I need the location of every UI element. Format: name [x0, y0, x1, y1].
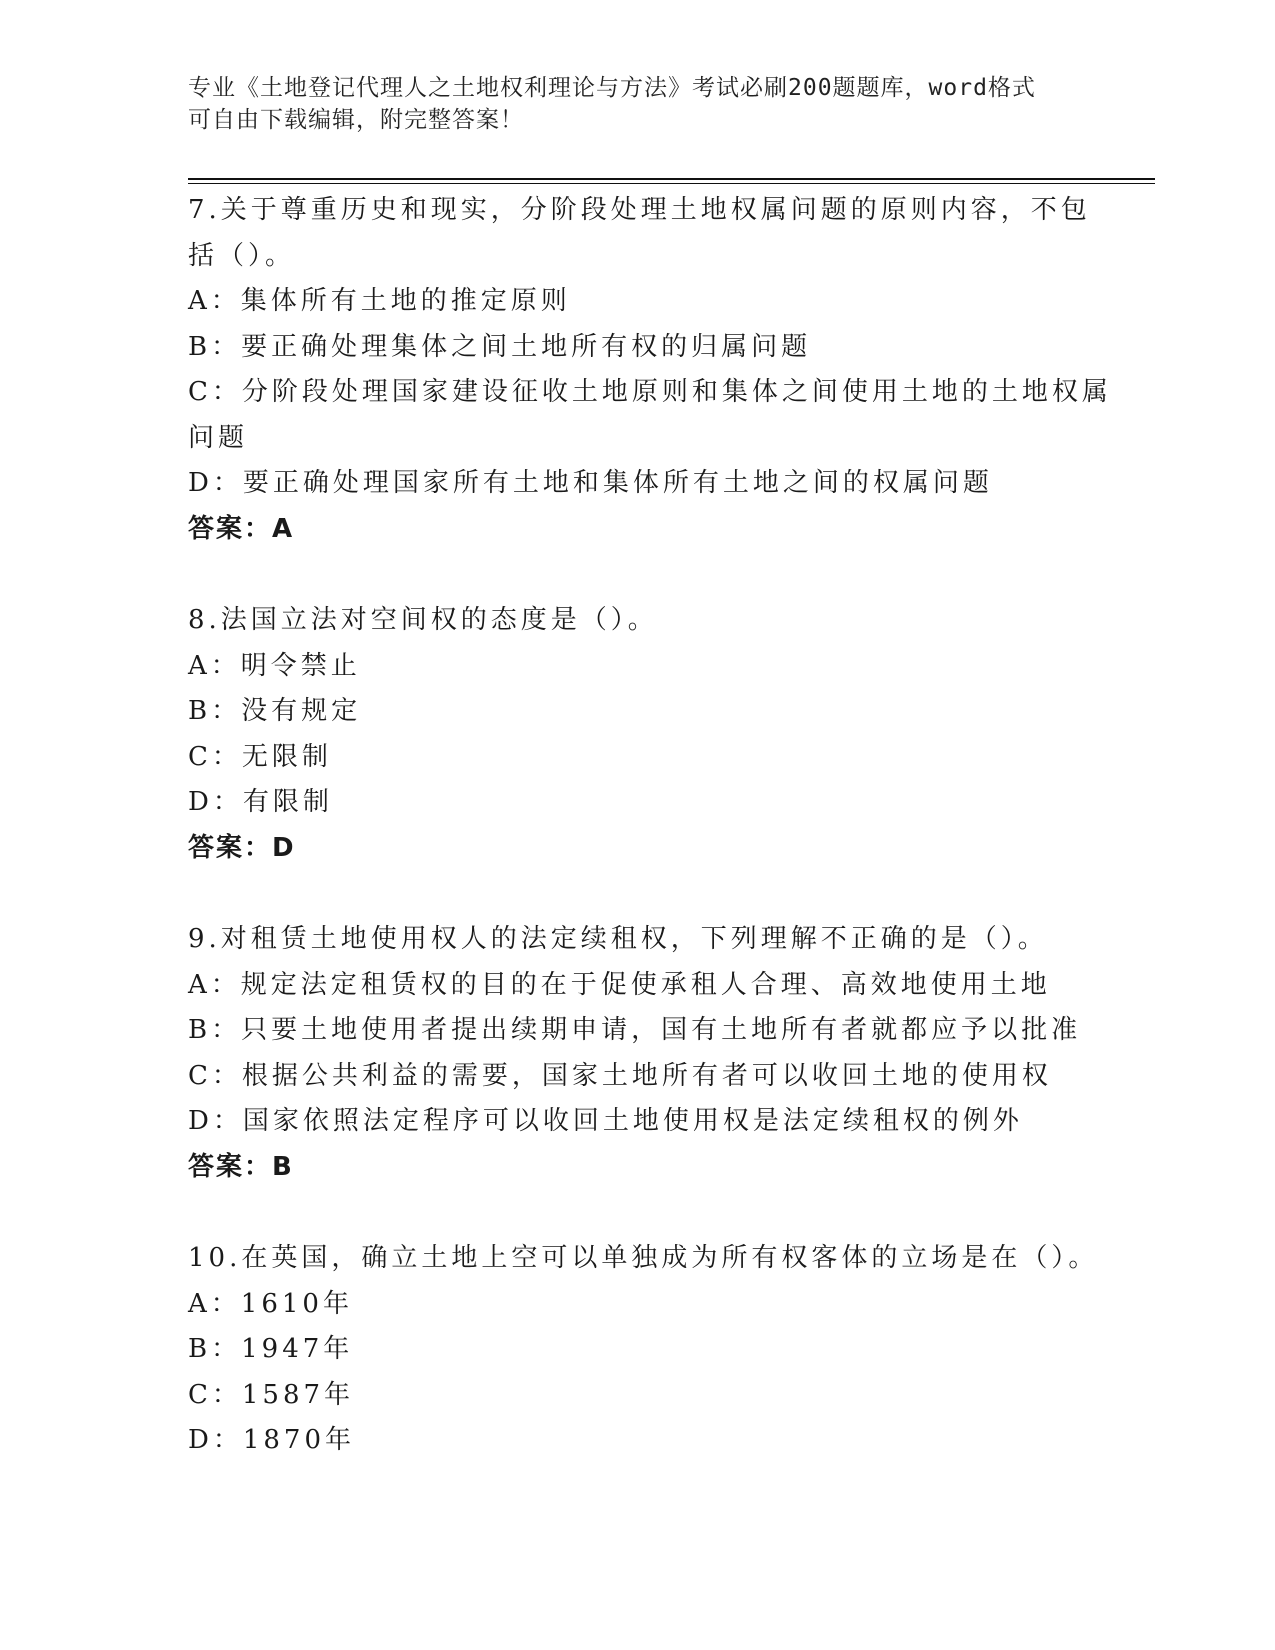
question-list	[188, 188, 1112, 1464]
answer-option: A：规定法定租赁权的目的在于促使承租人合理、高效地使用土地	[188, 969, 1051, 1000]
question-stem: 括（）。	[188, 240, 296, 271]
answer-option: B：要正确处理集体之间土地所有权的归属问题	[188, 331, 812, 362]
answer-option: B：只要土地使用者提出续期申请，国有土地所有者就都应予以批准	[188, 1015, 1082, 1045]
question-spacer	[188, 552, 1088, 598]
question-stem: 8.法国立法对空间权的态度是（）。	[188, 605, 658, 635]
answer-option: A：1610年	[188, 1288, 353, 1319]
question-spacer	[188, 1190, 1088, 1236]
answer-option: C：分阶段处理国家建设征收土地原则和集体之间使用土地的土地权属	[188, 377, 1112, 407]
answer-option: C：无限制	[188, 741, 332, 772]
document-header	[188, 72, 1068, 136]
answer-option: C：1587年	[188, 1379, 355, 1410]
answer-key: 答案：D	[188, 832, 296, 863]
answer-option: 问题	[188, 422, 249, 453]
answer-option: A：明令禁止	[188, 650, 361, 681]
answer-option: B：没有规定	[188, 696, 362, 726]
answer-option: D：有限制	[188, 787, 333, 817]
answer-option: D：国家依照法定程序可以收回土地使用权是法定续租权的例外	[188, 1106, 1023, 1136]
question-block	[188, 598, 1088, 871]
answer-key: 答案：A	[188, 513, 295, 544]
answer-option: C：根据公共利益的需要，国家土地所有者可以收回土地的使用权	[188, 1060, 1052, 1091]
question-stem: 10.在英国，确立土地上空可以单独成为所有权客体的立场是在（）。	[188, 1243, 1099, 1273]
question-stem: 7.关于尊重历史和现实，分阶段处理土地权属问题的原则内容，不包	[188, 195, 1091, 225]
question-stem: 9.对租赁土地使用权人的法定续租权，下列理解不正确的是（）。	[188, 924, 1048, 954]
question-spacer	[188, 871, 1088, 917]
header-line: 专业《土地登记代理人之土地权利理论与方法》考试必刷200题题库，word格式	[188, 75, 1036, 101]
question-block	[188, 917, 1088, 1190]
answer-option: A：集体所有土地的推定原则	[188, 286, 571, 316]
header-divider-thick	[188, 178, 1155, 180]
answer-option: D：1870年	[188, 1425, 356, 1455]
answer-key: 答案：B	[188, 1151, 294, 1182]
question-block	[188, 1236, 1099, 1464]
header-divider-thin	[188, 183, 1155, 184]
question-block	[188, 188, 1112, 552]
header-line: 可自由下载编辑，附完整答案！	[188, 107, 524, 133]
answer-option: B：1947年	[188, 1334, 354, 1364]
answer-option: D：要正确处理国家所有土地和集体所有土地之间的权属问题	[188, 468, 993, 498]
